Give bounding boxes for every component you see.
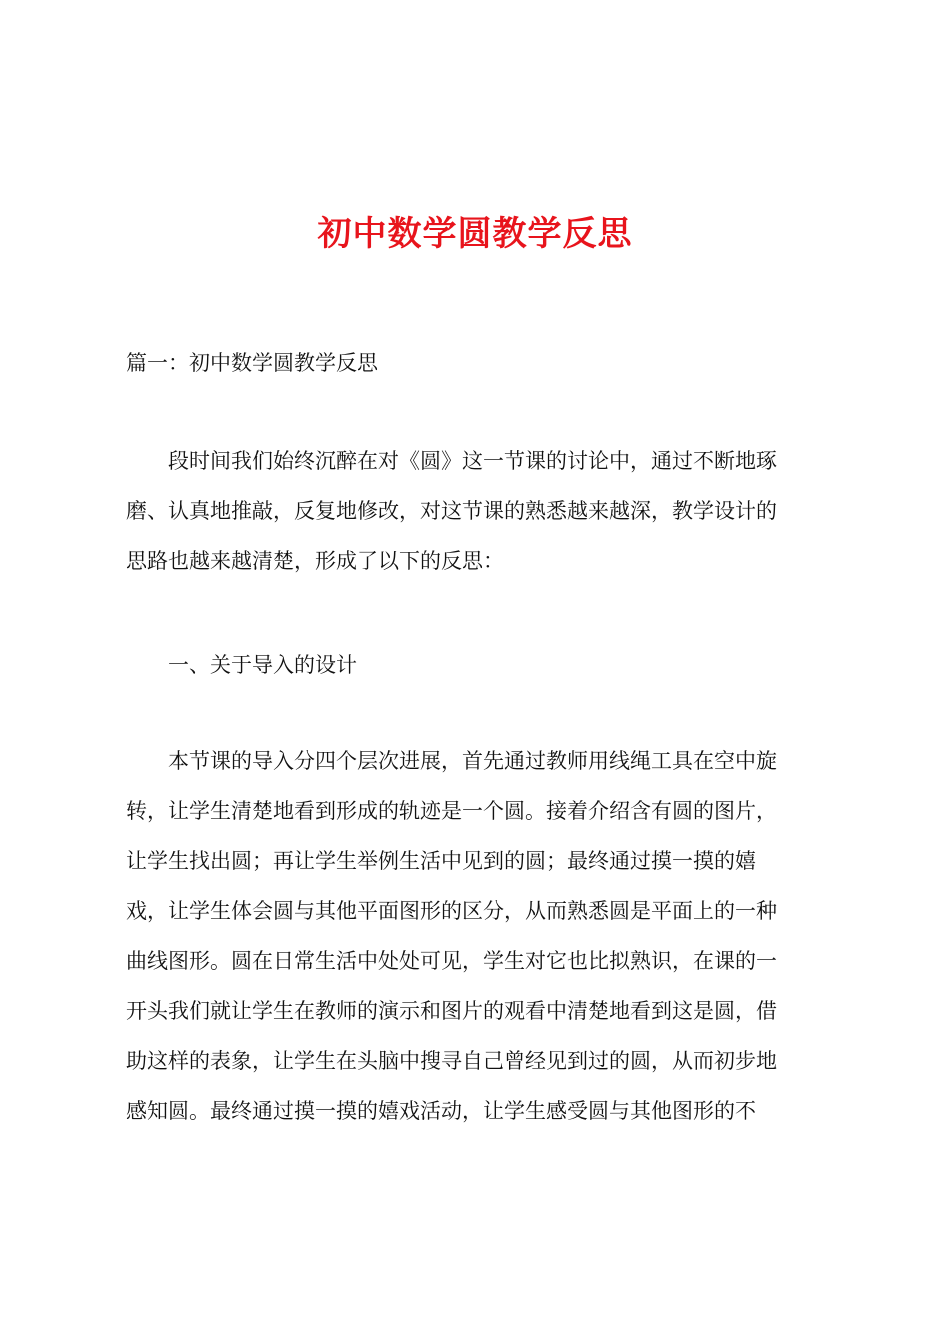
heading-intro-design: 一、关于导入的设计 (168, 653, 357, 677)
paragraph-line: 转，让学生清楚地看到形成的轨迹是一个圆。接着介绍含有圆的图片， (126, 799, 777, 823)
paragraph-line: 思路也越来越清楚，形成了以下的反思： (126, 549, 504, 573)
paragraph-intro-design (126, 736, 832, 1136)
document-title: 初中数学圆教学反思 (317, 214, 633, 254)
paragraph-line: 磨、认真地推敲，反复地修改，对这节课的熟悉越来越深，教学设计的 (126, 499, 777, 523)
paragraph-line: 本节课的导入分四个层次进展，首先通过教师用线绳工具在空中旋 (168, 749, 777, 773)
paragraph-line: 戏，让学生体会圆与其他平面图形的区分，从而熟悉圆是平面上的一种 (126, 899, 777, 923)
paragraph-line: 段时间我们始终沉醉在对《圆》这一节课的讨论中，通过不断地琢 (168, 449, 777, 473)
paragraph-line: 让学生找出圆；再让学生举例生活中见到的圆；最终通过摸一摸的嬉 (126, 849, 756, 873)
paragraph-line: 曲线图形。圆在日常生活中处处可见，学生对它也比拟熟识，在课的一 (126, 949, 777, 973)
section-label: 篇一：初中数学圆教学反思 (126, 351, 378, 375)
paragraph-line: 感知圆。最终通过摸一摸的嬉戏活动，让学生感受圆与其他图形的不 (126, 1099, 756, 1123)
paragraph-intro (126, 436, 832, 586)
paragraph-line: 开头我们就让学生在教师的演示和图片的观看中清楚地看到这是圆，借 (126, 999, 777, 1023)
paragraph-line: 助这样的表象，让学生在头脑中搜寻自己曾经见到过的圆，从而初步地 (126, 1049, 777, 1073)
